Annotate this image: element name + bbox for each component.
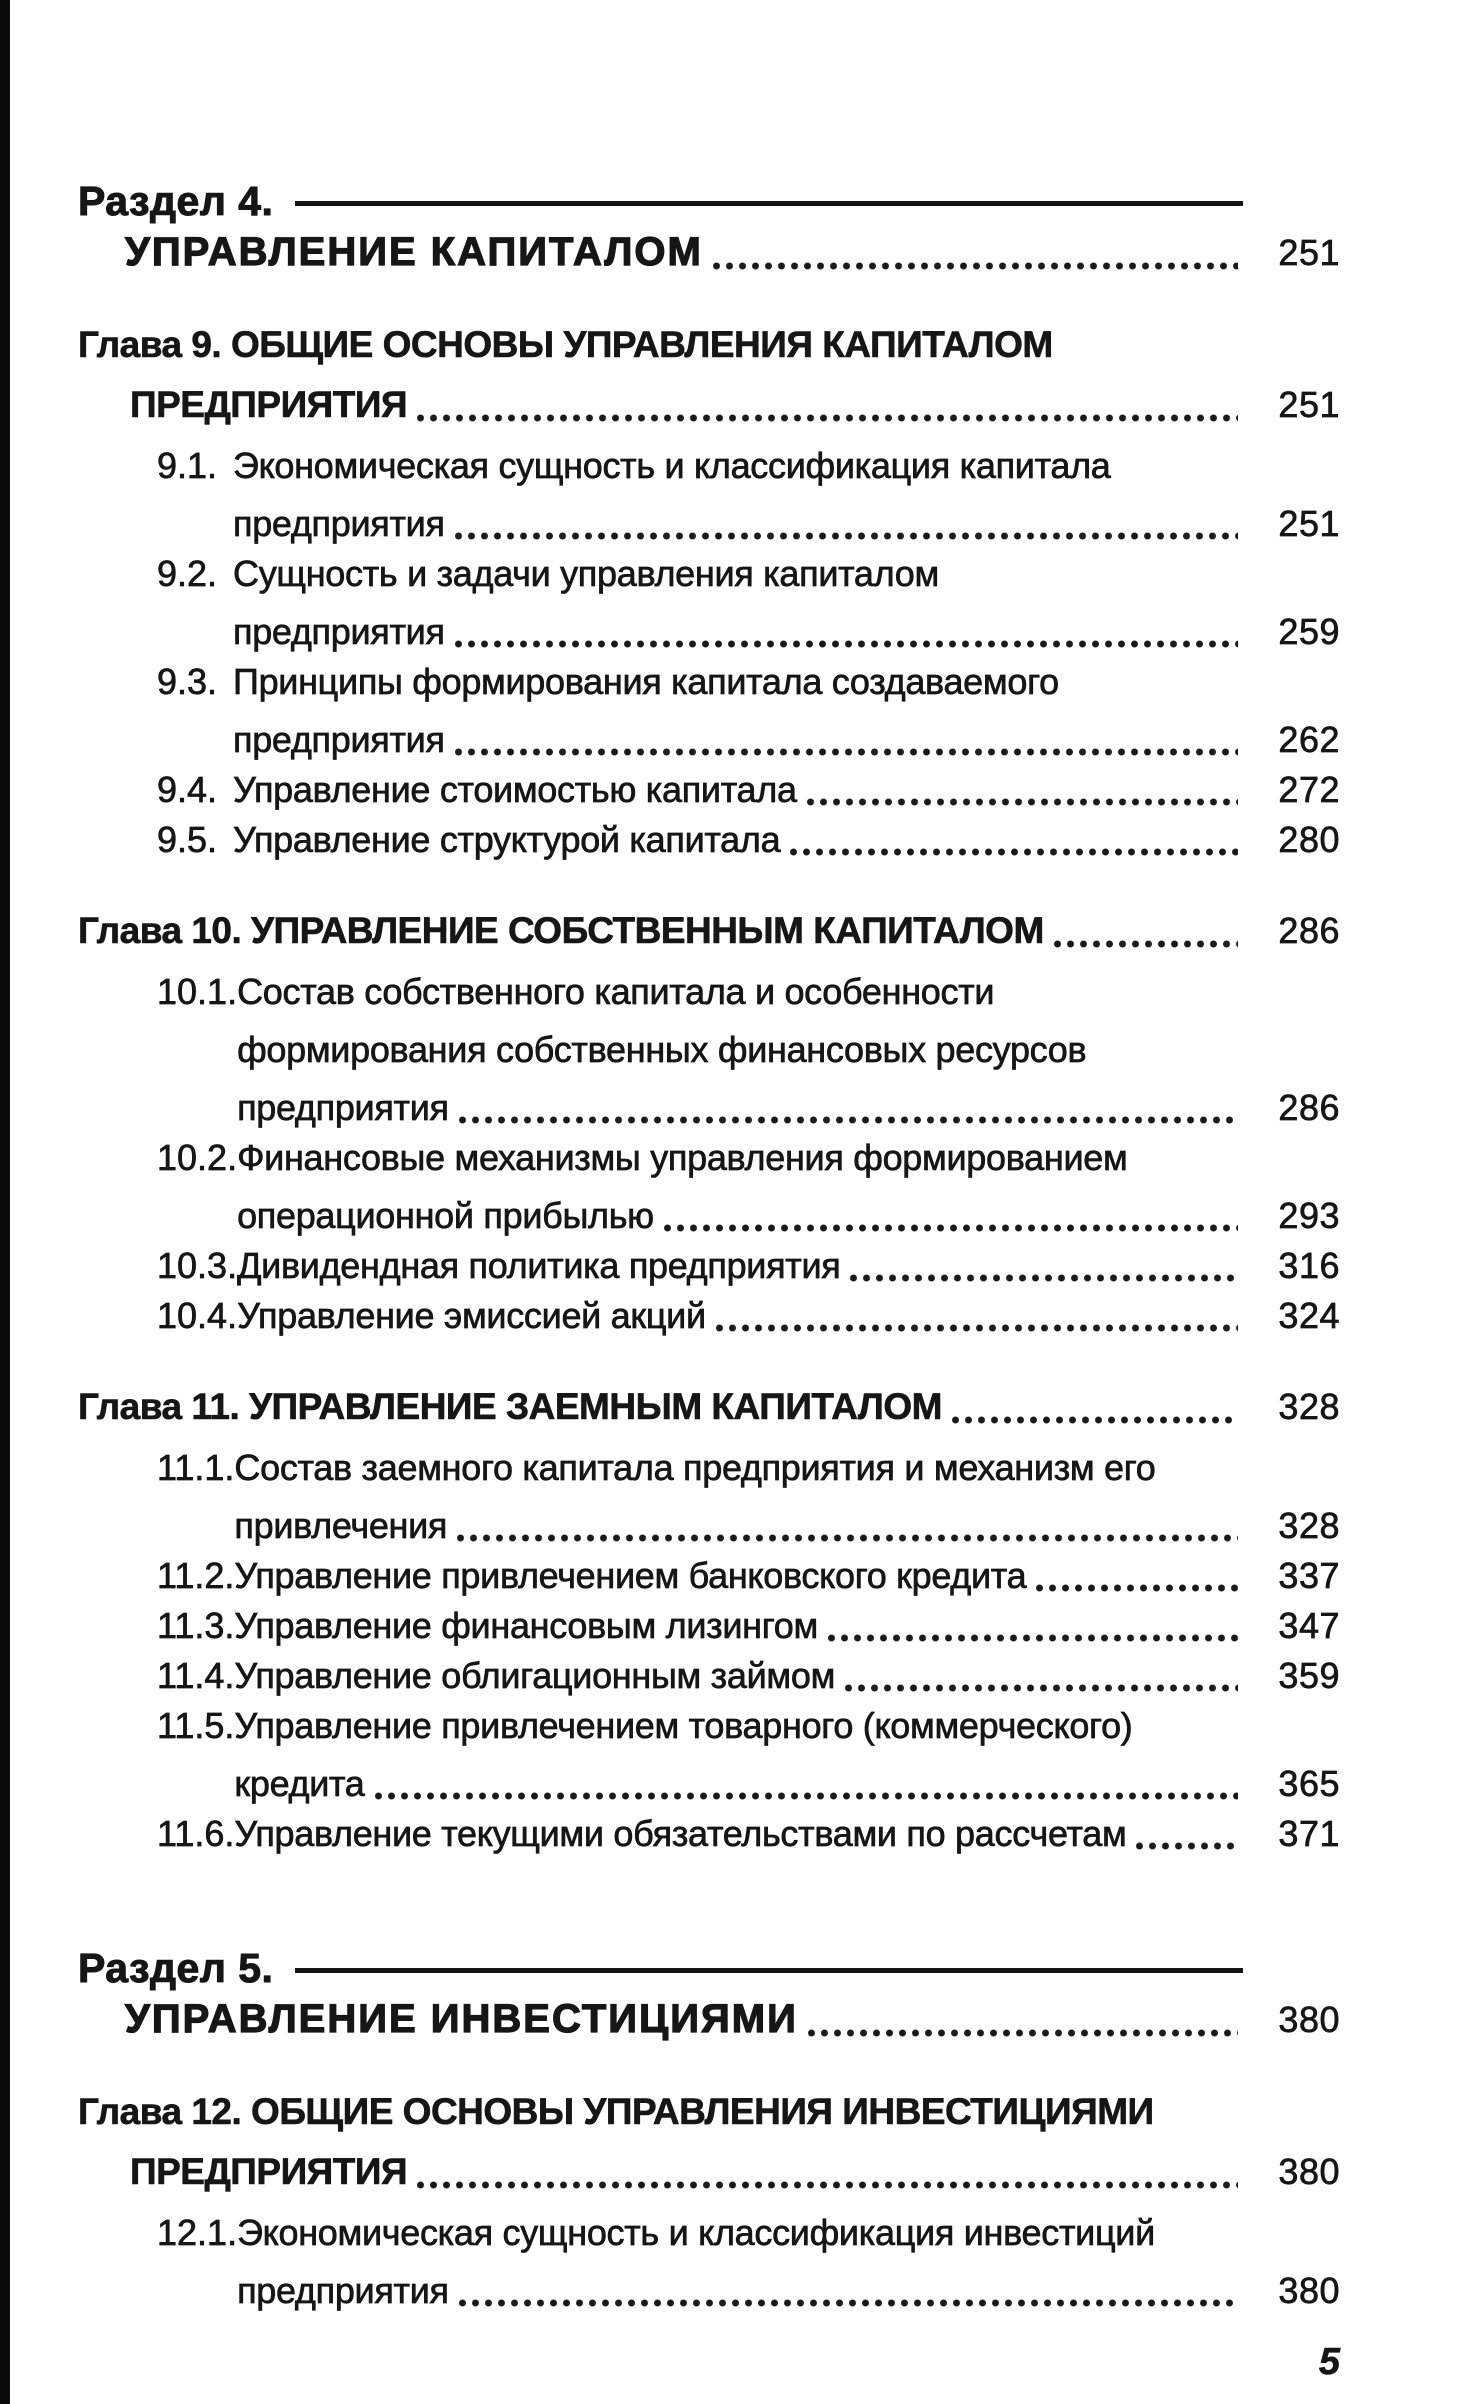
entry-text: Управление эмиссией акций — [237, 1295, 706, 1336]
toc — [78, 176, 1340, 2316]
dot-leader — [828, 1601, 1238, 1651]
entry-line — [234, 1759, 1340, 1809]
page-number: 251 — [1278, 232, 1340, 273]
entry-lines — [234, 1809, 1340, 1859]
toc-chapter-section — [78, 2086, 1340, 2316]
toc-entry — [157, 2208, 1340, 2316]
entry-number: 11.3. — [157, 1605, 235, 1646]
page-footer — [78, 2338, 1340, 2394]
entry-lines — [237, 1133, 1340, 1241]
entry-text: Экономическая сущность и классификация инвестиций — [237, 2212, 1155, 2253]
entry-text: предприятия — [233, 503, 445, 544]
page-number: 328 — [1278, 1386, 1340, 1427]
entry-line — [237, 2208, 1340, 2266]
chapter-heading-line — [130, 379, 1340, 431]
toc-entry — [157, 1443, 1340, 1551]
entry-lines — [234, 1443, 1340, 1551]
entry-number: 11.5. — [157, 1705, 235, 1746]
dot-leader — [807, 765, 1238, 815]
toc-chapter-section — [78, 319, 1340, 865]
part-heading-row — [78, 1943, 1340, 1993]
part-title-row — [125, 226, 1340, 279]
chapter-heading-line — [78, 1381, 1340, 1433]
entry-text: Экономическая сущность и классификация капитала — [233, 445, 1111, 486]
chapter-heading-line — [78, 905, 1340, 957]
toc-entry — [157, 765, 1340, 815]
chapter-entry-list — [78, 967, 1340, 1341]
entry-text: предприятия — [237, 1087, 449, 1128]
toc-entry — [157, 1241, 1340, 1291]
entry-line — [233, 765, 1340, 815]
toc-entry — [157, 657, 1340, 765]
entry-line — [233, 815, 1340, 865]
chapter-heading-text: ПРЕДПРИЯТИЯ — [130, 2151, 408, 2192]
entry-number: 9.4. — [157, 769, 218, 810]
entry-line — [237, 1241, 1340, 1291]
page-number: 280 — [1278, 819, 1340, 860]
entry-text: предприятия — [233, 611, 445, 652]
entry-line — [237, 1083, 1340, 1133]
page-number: 324 — [1278, 1295, 1340, 1336]
dot-leader — [952, 1381, 1238, 1433]
page-number: 380 — [1278, 2151, 1340, 2192]
entry-lines — [233, 441, 1340, 549]
entry-text: Состав заемного капитала предприятия и механизм его — [234, 1447, 1156, 1488]
chapter-heading-line — [78, 2086, 1340, 2146]
page-number: 328 — [1278, 1505, 1340, 1546]
page-number: 380 — [1278, 1999, 1340, 2040]
entry-lines — [233, 765, 1340, 815]
entry-text: предприятия — [237, 2270, 449, 2311]
toc-entry — [157, 1601, 1340, 1651]
entry-line — [237, 1133, 1340, 1191]
page-number: 251 — [1278, 384, 1340, 425]
page-number: 272 — [1278, 769, 1340, 810]
page-number: 359 — [1278, 1655, 1340, 1696]
entry-line — [234, 1601, 1340, 1651]
page-number: 286 — [1278, 910, 1340, 951]
entry-number: 10.2. — [157, 1137, 238, 1178]
toc-entry — [157, 1809, 1340, 1859]
entry-text: Финансовые механизмы управления формированием — [237, 1137, 1128, 1178]
chapter-entry-list — [78, 1443, 1340, 1859]
toc-entry — [157, 815, 1340, 865]
entry-number: 9.3. — [157, 661, 218, 702]
entry-number: 9.1. — [157, 445, 218, 486]
dot-leader — [713, 226, 1238, 279]
dot-leader — [808, 1993, 1238, 2046]
entry-lines — [237, 1291, 1340, 1341]
page-number: 380 — [1278, 2270, 1340, 2311]
page-number: 371 — [1278, 1813, 1340, 1854]
entry-text: предприятия — [233, 719, 445, 760]
page-number: 286 — [1278, 1087, 1340, 1128]
entry-line — [237, 2266, 1340, 2316]
entry-text: кредита — [234, 1763, 365, 1804]
entry-lines — [233, 549, 1340, 657]
entry-text: Управление структурой капитала — [233, 819, 781, 860]
entry-number: 10.4. — [157, 1295, 238, 1336]
part-rule-line — [295, 1968, 1243, 1973]
dot-leader — [375, 1759, 1238, 1809]
chapter-heading-text: Глава 11. УПРАВЛЕНИЕ ЗАЕМНЫМ КАПИТАЛОМ — [78, 1386, 942, 1427]
toc-part-section — [78, 1943, 1340, 2046]
entry-text: привлечения — [234, 1505, 448, 1546]
toc-part-section — [78, 176, 1340, 279]
entry-lines — [234, 1651, 1340, 1701]
dot-leader — [664, 1191, 1238, 1241]
toc-entry — [157, 1291, 1340, 1341]
chapter-heading-line — [130, 2146, 1340, 2198]
entry-line — [234, 1443, 1340, 1501]
dot-leader — [455, 499, 1238, 549]
page-number: 251 — [1278, 503, 1340, 544]
page-number: 262 — [1278, 719, 1340, 760]
page-number: 365 — [1278, 1763, 1340, 1804]
toc-entry — [157, 1133, 1340, 1241]
toc-chapter-section — [78, 1381, 1340, 1859]
chapter-heading-text: ПРЕДПРИЯТИЯ — [130, 384, 408, 425]
entry-line — [237, 967, 1340, 1025]
toc-chapter-section — [78, 905, 1340, 1341]
part-label: Раздел 4. — [78, 178, 274, 224]
entry-line — [233, 715, 1340, 765]
entry-line — [233, 441, 1340, 499]
entry-lines — [234, 1701, 1340, 1809]
part-title-row — [125, 1993, 1340, 2046]
dot-leader — [457, 1501, 1238, 1551]
page-number: 337 — [1278, 1555, 1340, 1596]
entry-lines — [233, 657, 1340, 765]
toc-entry — [157, 1701, 1340, 1809]
entry-line — [237, 1191, 1340, 1241]
entry-text: Принципы формирования капитала создаваемого — [233, 661, 1059, 702]
page-number: 293 — [1278, 1195, 1340, 1236]
entry-number: 11.2. — [157, 1555, 235, 1596]
chapter-heading — [78, 319, 1340, 431]
chapter-heading-text: Глава 10. УПРАВЛЕНИЕ СОБСТВЕННЫМ КАПИТАЛОМ — [78, 910, 1044, 951]
dot-leader — [1036, 1551, 1238, 1601]
entry-text: Сущность и задачи управления капиталом — [233, 553, 939, 594]
entry-text: Управление привлечением банковского кредита — [234, 1555, 1027, 1596]
entry-number: 9.2. — [157, 553, 218, 594]
entry-line — [237, 1025, 1340, 1083]
chapter-entry-list — [78, 441, 1340, 865]
page-number: 259 — [1278, 611, 1340, 652]
entry-line — [233, 607, 1340, 657]
chapter-heading — [78, 2086, 1340, 2198]
dot-leader — [455, 607, 1238, 657]
entry-text: Управление облигационным займом — [234, 1655, 836, 1696]
dot-leader — [417, 2146, 1238, 2198]
entry-text: Управление текущими обязательствами по рассчетам — [234, 1813, 1127, 1854]
entry-number: 9.5. — [157, 819, 218, 860]
entry-text: формирования собственных финансовых ресурсов — [237, 1029, 1087, 1070]
entry-lines — [237, 1241, 1340, 1291]
dot-leader — [850, 1241, 1238, 1291]
entry-lines — [237, 2208, 1340, 2316]
toc-entry — [157, 1651, 1340, 1701]
dot-leader — [1136, 1809, 1238, 1859]
dot-leader — [455, 715, 1238, 765]
entry-text: Состав собственного капитала и особенности — [237, 971, 995, 1012]
chapter-heading — [78, 1381, 1340, 1433]
part-label: Раздел 5. — [78, 1945, 274, 1991]
entry-lines — [234, 1551, 1340, 1601]
entry-text: Управление привлечением товарного (коммерческого) — [234, 1705, 1133, 1746]
dot-leader — [417, 379, 1238, 431]
dot-leader — [459, 1083, 1238, 1133]
entry-line — [233, 549, 1340, 607]
chapter-heading-text: Глава 9. ОБЩИЕ ОСНОВЫ УПРАВЛЕНИЯ КАПИТАЛОМ — [78, 324, 1053, 365]
chapter-entry-list — [78, 2208, 1340, 2316]
entry-line — [234, 1551, 1340, 1601]
toc-entry — [157, 1551, 1340, 1601]
folio-page-number: 5 — [1318, 2341, 1340, 2383]
entry-line — [233, 657, 1340, 715]
entry-number: 11.4. — [157, 1655, 235, 1696]
part-rule-line — [295, 201, 1243, 206]
dot-leader — [790, 815, 1238, 865]
entry-text: операционной прибылью — [237, 1195, 654, 1236]
entry-line — [234, 1501, 1340, 1551]
entry-number: 10.3. — [157, 1245, 238, 1286]
dot-leader — [716, 1291, 1238, 1341]
entry-number: 11.1. — [157, 1447, 235, 1488]
dot-leader — [1054, 905, 1238, 957]
page-number: 316 — [1278, 1245, 1340, 1286]
toc-entry — [157, 549, 1340, 657]
toc-entry — [157, 441, 1340, 549]
entry-line — [234, 1809, 1340, 1859]
dot-leader — [845, 1651, 1238, 1701]
part-title: УПРАВЛЕНИЕ КАПИТАЛОМ — [125, 230, 703, 274]
page-number: 347 — [1278, 1605, 1340, 1646]
chapter-heading — [78, 905, 1340, 957]
entry-text: Дивидендная политика предприятия — [237, 1245, 841, 1286]
toc-entry — [157, 967, 1340, 1133]
entry-line — [234, 1701, 1340, 1759]
chapter-heading-line — [78, 319, 1340, 379]
entry-lines — [237, 967, 1340, 1133]
entry-number: 12.1. — [157, 2212, 238, 2253]
entry-line — [237, 1291, 1340, 1341]
part-title: УПРАВЛЕНИЕ ИНВЕСТИЦИЯМИ — [125, 1997, 798, 2041]
entry-line — [233, 499, 1340, 549]
part-heading-row — [78, 176, 1340, 226]
entry-line — [234, 1651, 1340, 1701]
entry-lines — [234, 1601, 1340, 1651]
entry-number: 11.6. — [157, 1813, 235, 1854]
entry-lines — [233, 815, 1340, 865]
entry-text: Управление финансовым лизингом — [234, 1605, 818, 1646]
entry-text: Управление стоимостью капитала — [233, 769, 797, 810]
dot-leader — [459, 2266, 1238, 2316]
entry-number: 10.1. — [157, 971, 238, 1012]
chapter-heading-text: Глава 12. ОБЩИЕ ОСНОВЫ УПРАВЛЕНИЯ ИНВЕСТИЦИЯМИ — [78, 2091, 1154, 2132]
